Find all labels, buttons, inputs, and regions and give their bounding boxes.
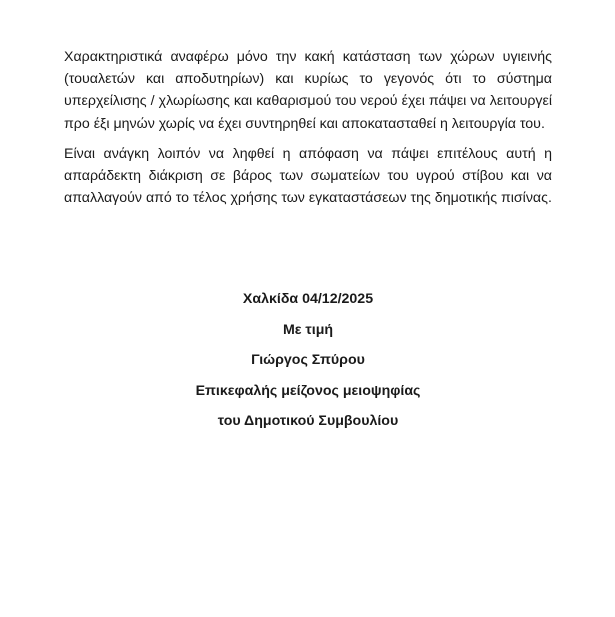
signatory-council: του Δημοτικού Συμβουλίου — [217, 413, 399, 429]
closing-salutation: Με τιμή — [282, 321, 334, 338]
signatory-title: Επικεφαλής μείζονος μειοψηφίας — [195, 382, 421, 399]
signature-block — [64, 287, 552, 440]
paragraph-request-exemption: Είναι ανάγκη λοιπόν να ληφθεί η απόφαση να πάψει επιτέλους αυτή η απαράδεκτη διάκριση σε βάρος των σωματείων του υγρού στίβου και να απαλλαγούν από το τέλος χρήσης των εγκαταστάσεων της δημοτικής πισίνας. — [64, 145, 552, 207]
place-date: Χαλκίδα 04/12/2025 — [242, 291, 374, 307]
letter-body — [64, 46, 552, 209]
signatory-name: Γιώργος Σπύρου — [251, 352, 365, 368]
paragraph-sanitation-conditions: Χαρακτηριστικά αναφέρω μόνο την κακή κατάσταση των χώρων υγιεινής (τουαλετών και αποδυτηρίων) και κυρίως το γεγονός ότι το σύστημα υπερχείλισης / χλωρίωσης και καθαρισμού του νερού έχει πάψει να λειτουργεί προ έξι μηνών χωρίς να έχει συντηρηθεί και αποκατασταθεί η λειτουργία του. — [64, 49, 552, 132]
